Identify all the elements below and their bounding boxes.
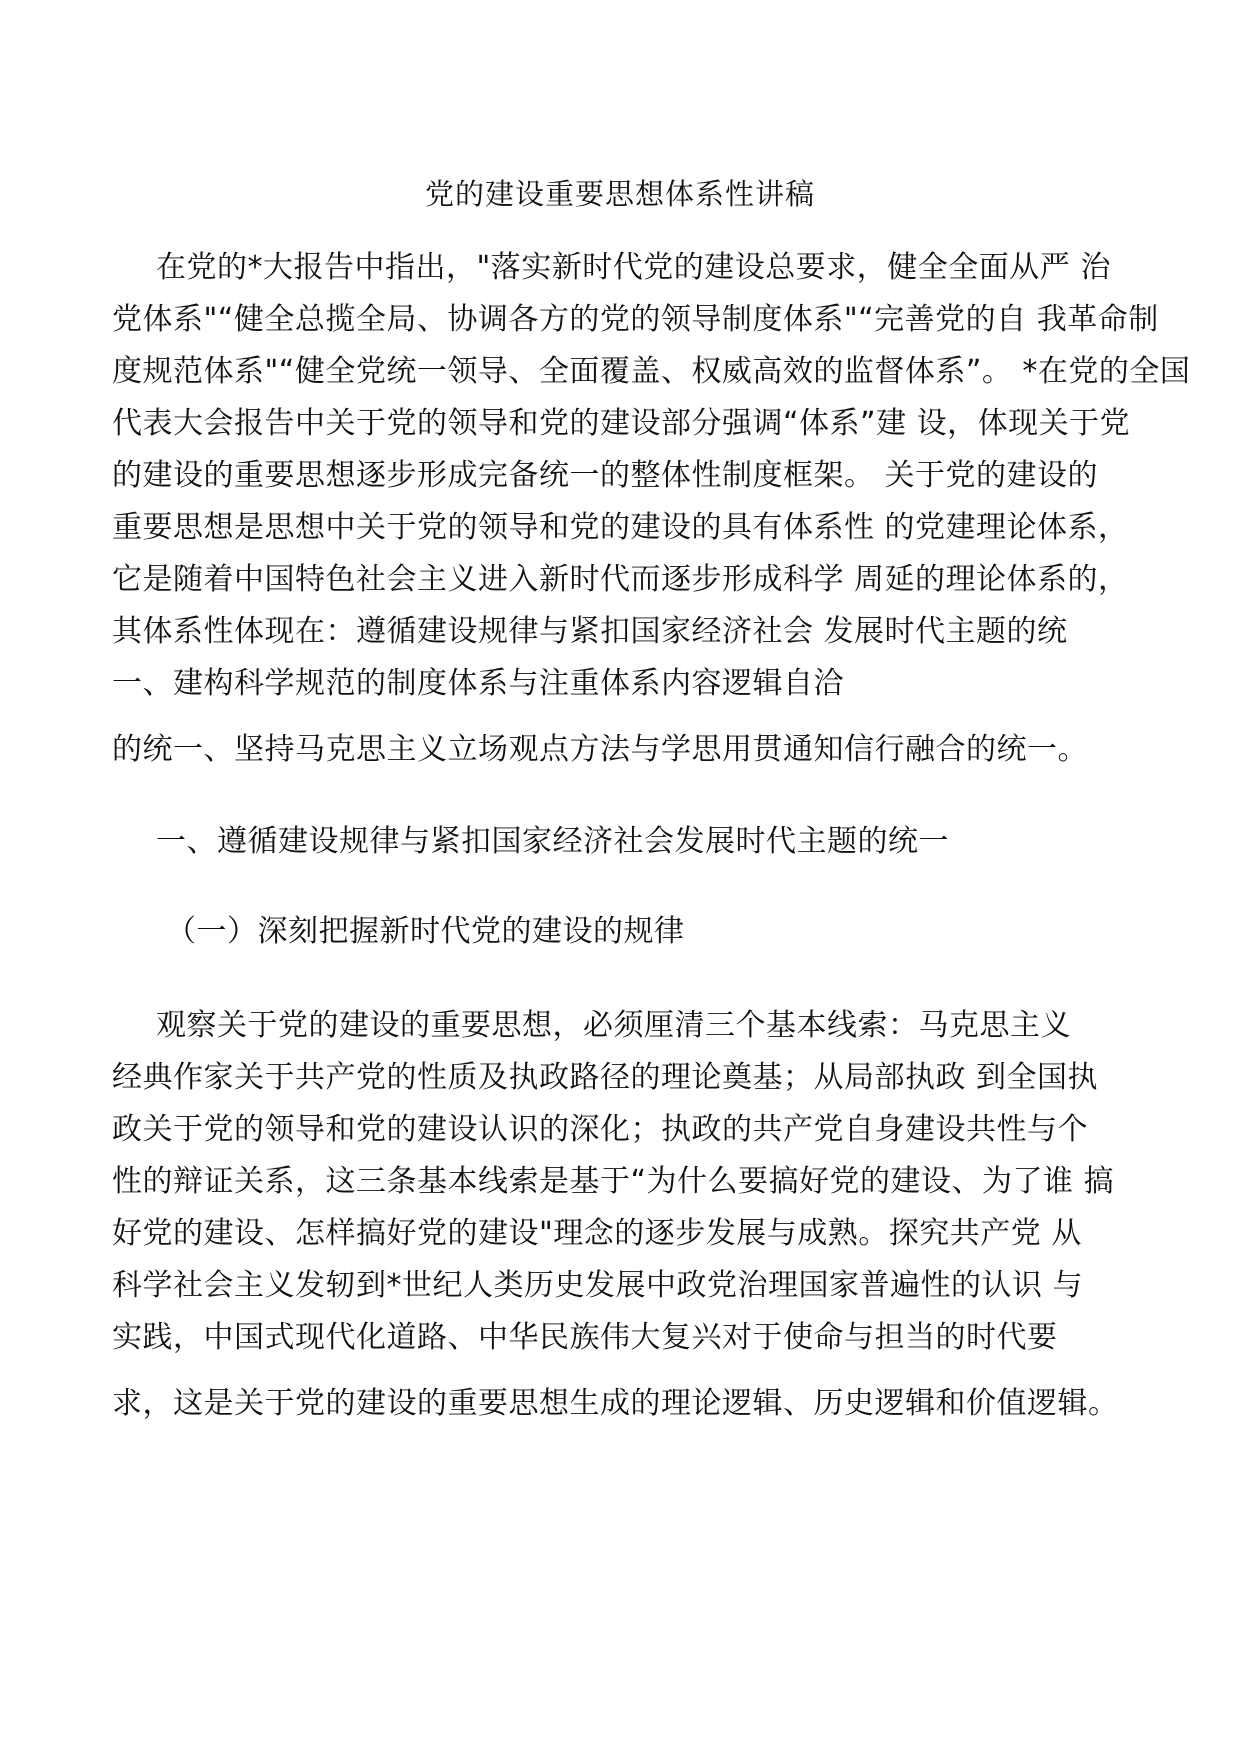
paragraph-line: 的统一、坚持马克思主义立场观点方法与学思用贯通知信行融合的统一。 (112, 732, 1088, 767)
paragraph-line: 的建设的重要思想逐步形成完备统一的整体性制度框架。 关于党的建设的 (112, 458, 1099, 493)
paragraph-line: 党体系"“健全总揽全局、协调各方的党的领导制度体系"“完善党的自 我革命制 (112, 302, 1159, 337)
section-heading: 一、遵循建设规律与紧扣国家经济社会发展时代主题的统一 (156, 824, 949, 859)
paragraph-line: 科学社会主义发轫到*世纪人类历史发展中政党治理国家普遍性的认识 与 (112, 1268, 1084, 1303)
paragraph-line: 其体系性体现在：遵循建设规律与紧扣国家经济社会 发展时代主题的统 (112, 614, 1068, 649)
paragraph-line: 经典作家关于共产党的性质及执政路径的理论奠基；从局部执政 到全国执 (112, 1060, 1099, 1095)
paragraph-line: 政关于党的领导和党的建设认识的深化；执政的共产党自身建设共性与个 (112, 1112, 1088, 1147)
paragraph-line: 在党的*大报告中指出，"落实新时代党的建设总要求，健全全面从严 治 (156, 250, 1111, 285)
document-title: 党的建设重要思想体系性讲稿 (424, 177, 815, 211)
paragraph-line: 它是随着中国特色社会主义进入新时代而逐步形成科学 周延的理论体系的， (112, 562, 1129, 597)
paragraph-line: 求，这是关于党的建设的重要思想生成的理论逻辑、历史逻辑和价值逻辑。 (112, 1386, 1119, 1421)
subsection-heading: （一）深刻把握新时代党的建设的规律 (166, 914, 685, 949)
paragraph-line: 观察关于党的建设的重要思想，必须厘清三个基本线索：马克思主义 (156, 1008, 1071, 1043)
paragraph-line: 实践，中国式现代化道路、中华民族伟大复兴对于使命与担当的时代要 (112, 1320, 1058, 1355)
paragraph-line: 代表大会报告中关于党的领导和党的建设部分强调“体系”建 设，体现关于党 (112, 406, 1131, 441)
paragraph-line: 重要思想是思想中关于党的领导和党的建设的具有体系性 的党建理论体系， (112, 510, 1129, 545)
paragraph-line: 性的辩证关系，这三条基本线索是基于“为什么要搞好党的建设、为了谁 搞 (112, 1164, 1115, 1199)
paragraph-line: 好党的建设、怎样搞好党的建设"理念的逐步发展与成熟。探究共产党 从 (112, 1216, 1082, 1251)
paragraph-line: 度规范体系"“健全党统一领导、全面覆盖、权威高效的监督体系”。 *在党的全国 (112, 354, 1191, 389)
paragraph-line: 一、建构科学规范的制度体系与注重体系内容逻辑自洽 (112, 666, 844, 701)
